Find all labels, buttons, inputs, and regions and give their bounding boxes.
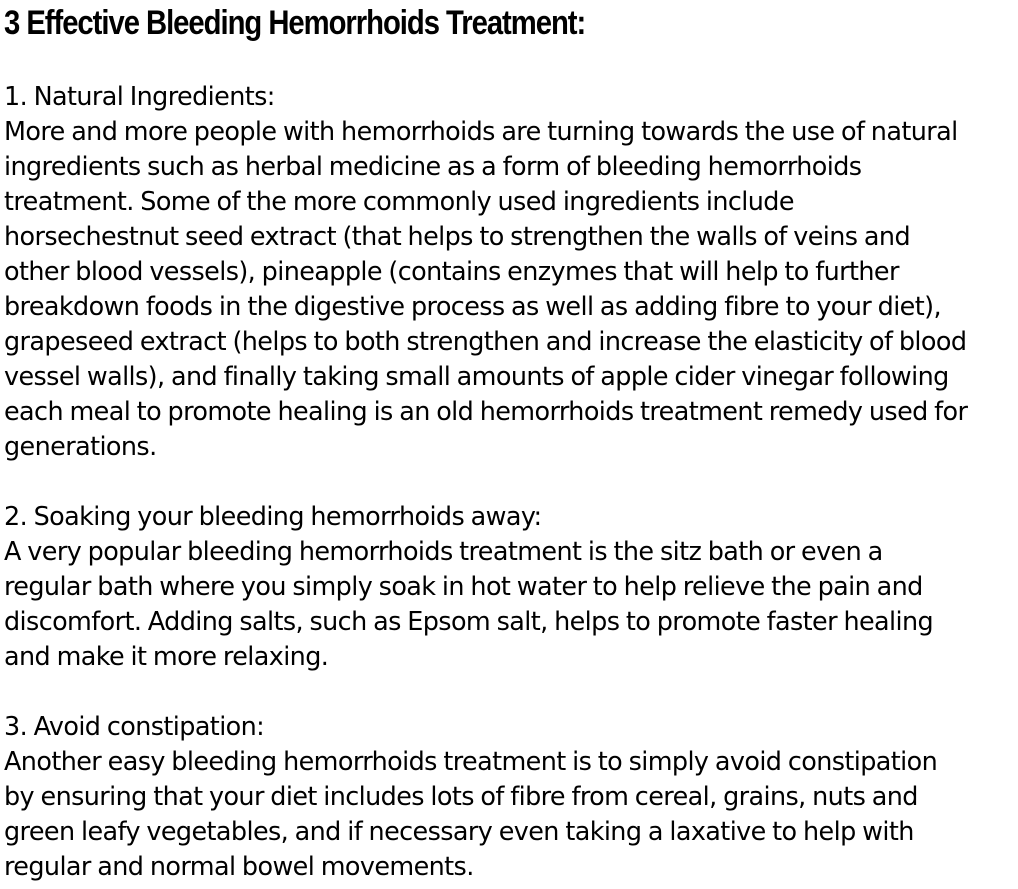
paragraph-line: regular bath where you simply soak in hot water to help relieve the pain and — [4, 572, 923, 602]
paragraph-line: More and more people with hemorrhoids are turning towards the use of natural — [4, 117, 958, 147]
document-page — [4, 0, 1018, 885]
paragraph-line: other blood vessels), pineapple (contains enzymes that will help to further — [4, 257, 899, 287]
paragraph-line: each meal to promote healing is an old hemorrhoids treatment remedy used for — [4, 397, 968, 427]
paragraph-line: breakdown foods in the digestive process as well as adding fibre to your diet), — [4, 292, 941, 322]
paragraph-line: vessel walls), and finally taking small amounts of apple cider vinegar following — [4, 362, 949, 392]
paragraph-line: A very popular bleeding hemorrhoids treatment is the sitz bath or even a — [4, 537, 883, 567]
paragraph-line: treatment. Some of the more commonly used ingredients include — [4, 187, 794, 217]
page-title: 3 Effective Bleeding Hemorrhoids Treatment: — [4, 4, 586, 42]
paragraph-line: generations. — [4, 432, 157, 462]
paragraph-line: regular and normal bowel movements. — [4, 852, 474, 882]
paragraph-line: and make it more relaxing. — [4, 642, 329, 672]
section-heading: 1. Natural Ingredients: — [4, 82, 275, 112]
paragraph-line: by ensuring that your diet includes lots of fibre from cereal, grains, nuts and — [4, 782, 918, 812]
section-avoid-constipation — [4, 710, 1018, 885]
section-natural-ingredients — [4, 80, 1018, 465]
paragraph-line: grapeseed extract (helps to both strengthen and increase the elasticity of blood — [4, 327, 967, 357]
section-soaking — [4, 500, 1018, 675]
section-heading: 3. Avoid constipation: — [4, 712, 265, 742]
paragraph-line: discomfort. Adding salts, such as Epsom salt, helps to promote faster healing — [4, 607, 934, 637]
section-heading: 2. Soaking your bleeding hemorrhoids away: — [4, 502, 542, 532]
paragraph-line: horsechestnut seed extract (that helps to strengthen the walls of veins and — [4, 222, 911, 252]
paragraph-line: ingredients such as herbal medicine as a form of bleeding hemorrhoids — [4, 152, 862, 182]
paragraph-line: green leafy vegetables, and if necessary even taking a laxative to help with — [4, 817, 914, 847]
paragraph-line: Another easy bleeding hemorrhoids treatment is to simply avoid constipation — [4, 747, 938, 777]
